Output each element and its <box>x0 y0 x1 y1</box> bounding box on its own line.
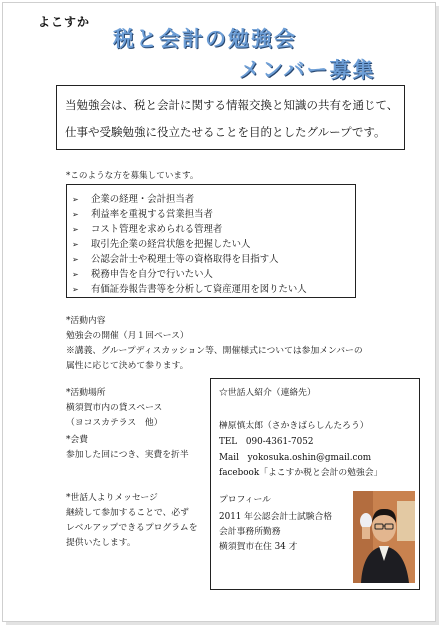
arrow-bullet-icon: ➢ <box>72 255 79 264</box>
page-shadow-bottom <box>6 622 439 625</box>
contact-name: 榊原慎太郎（さかきばらしんたろう） <box>219 421 369 431</box>
page-shadow-right <box>436 6 439 624</box>
portrait-image <box>353 491 415 583</box>
activity-line-3: 属性に応じて決めて参ります。 <box>66 361 189 371</box>
message-section <box>66 491 198 551</box>
message-line-3: 提供いたします。 <box>66 538 136 548</box>
activity-heading: *活動内容 <box>66 316 106 326</box>
fee-line-1: 参加した回につき、実費を折半 <box>66 450 189 460</box>
contact-mail: Mail yokosuka.oshin@gmail.com <box>219 453 372 463</box>
recruit-heading: *このような方を募集しています。 <box>66 171 199 181</box>
profile-line-1: 2011 年公認会計士試験合格 <box>219 512 333 522</box>
list-item: ➢ 公認会計士や税理士等の資格取得を目指す人 <box>72 254 279 265</box>
profile-line-2: 会計事務所勤務 <box>219 527 281 537</box>
list-item: ➢ 取引先企業の経営状態を把握したい人 <box>72 239 251 250</box>
arrow-bullet-icon: ➢ <box>72 225 79 234</box>
contact-tel: TEL 090-4361-7052 <box>219 437 314 447</box>
flyer-page <box>2 2 436 622</box>
profile-heading: プロフィール <box>219 495 271 505</box>
title-line-2: メンバー募集 <box>239 58 376 82</box>
intro-box <box>56 85 405 150</box>
fee-section <box>66 433 189 463</box>
arrow-bullet-icon: ➢ <box>72 240 79 249</box>
message-line-2: レベルアップできるプログラムを <box>66 523 198 533</box>
place-section <box>66 386 163 431</box>
arrow-bullet-icon: ➢ <box>72 270 79 279</box>
list-item: ➢ 利益率を重視する営業担当者 <box>72 209 213 220</box>
arrow-bullet-icon: ➢ <box>72 210 79 219</box>
contact-heading: ☆世話人紹介（連絡先） <box>219 388 316 398</box>
title-line-1: 税と会計の勉強会 <box>113 27 297 51</box>
place-heading: *活動場所 <box>66 388 106 398</box>
fee-heading: *会費 <box>66 435 88 445</box>
list-item: ➢ 有価証券報告書等を分析して資産運用を図りたい人 <box>72 284 307 295</box>
message-heading: *世話人よりメッセージ <box>66 493 158 503</box>
intro-line-1: 当勉強会は、税と会計に関する情報交換と知識の共有を通じて、 <box>65 98 399 112</box>
intro-line-2: 仕事や受験勉強に役立たせることを目的としたグループです。 <box>65 125 386 139</box>
recruit-list-box <box>66 184 356 298</box>
list-item: ➢ 税務申告を自分で行いたい人 <box>72 269 213 280</box>
list-item: ➢ コスト管理を求められる管理者 <box>72 224 223 235</box>
contact-box <box>210 378 420 590</box>
message-line-1: 継続して参加することで、必ず <box>66 508 189 518</box>
profile-photo <box>353 491 415 583</box>
activity-section <box>66 314 363 374</box>
profile-line-3: 横須賀市在住 34 才 <box>219 542 298 552</box>
place-line-1: 横須賀市内の貸スペース <box>66 403 163 413</box>
activity-line-1: 勉強会の開催（月１回ペース） <box>66 331 189 341</box>
org-name: よこすか <box>38 15 91 29</box>
list-item: ➢ 企業の経理・会計担当者 <box>72 194 195 205</box>
arrow-bullet-icon: ➢ <box>72 285 79 294</box>
place-line-2: （ヨコスカテラス 他） <box>66 418 163 428</box>
arrow-bullet-icon: ➢ <box>72 195 79 204</box>
activity-line-2: ※講義、グループディスカッション等、開催様式については参加メンバーの <box>66 346 363 356</box>
contact-facebook: facebook「よこすか税と会計の勉強会」 <box>219 468 383 478</box>
